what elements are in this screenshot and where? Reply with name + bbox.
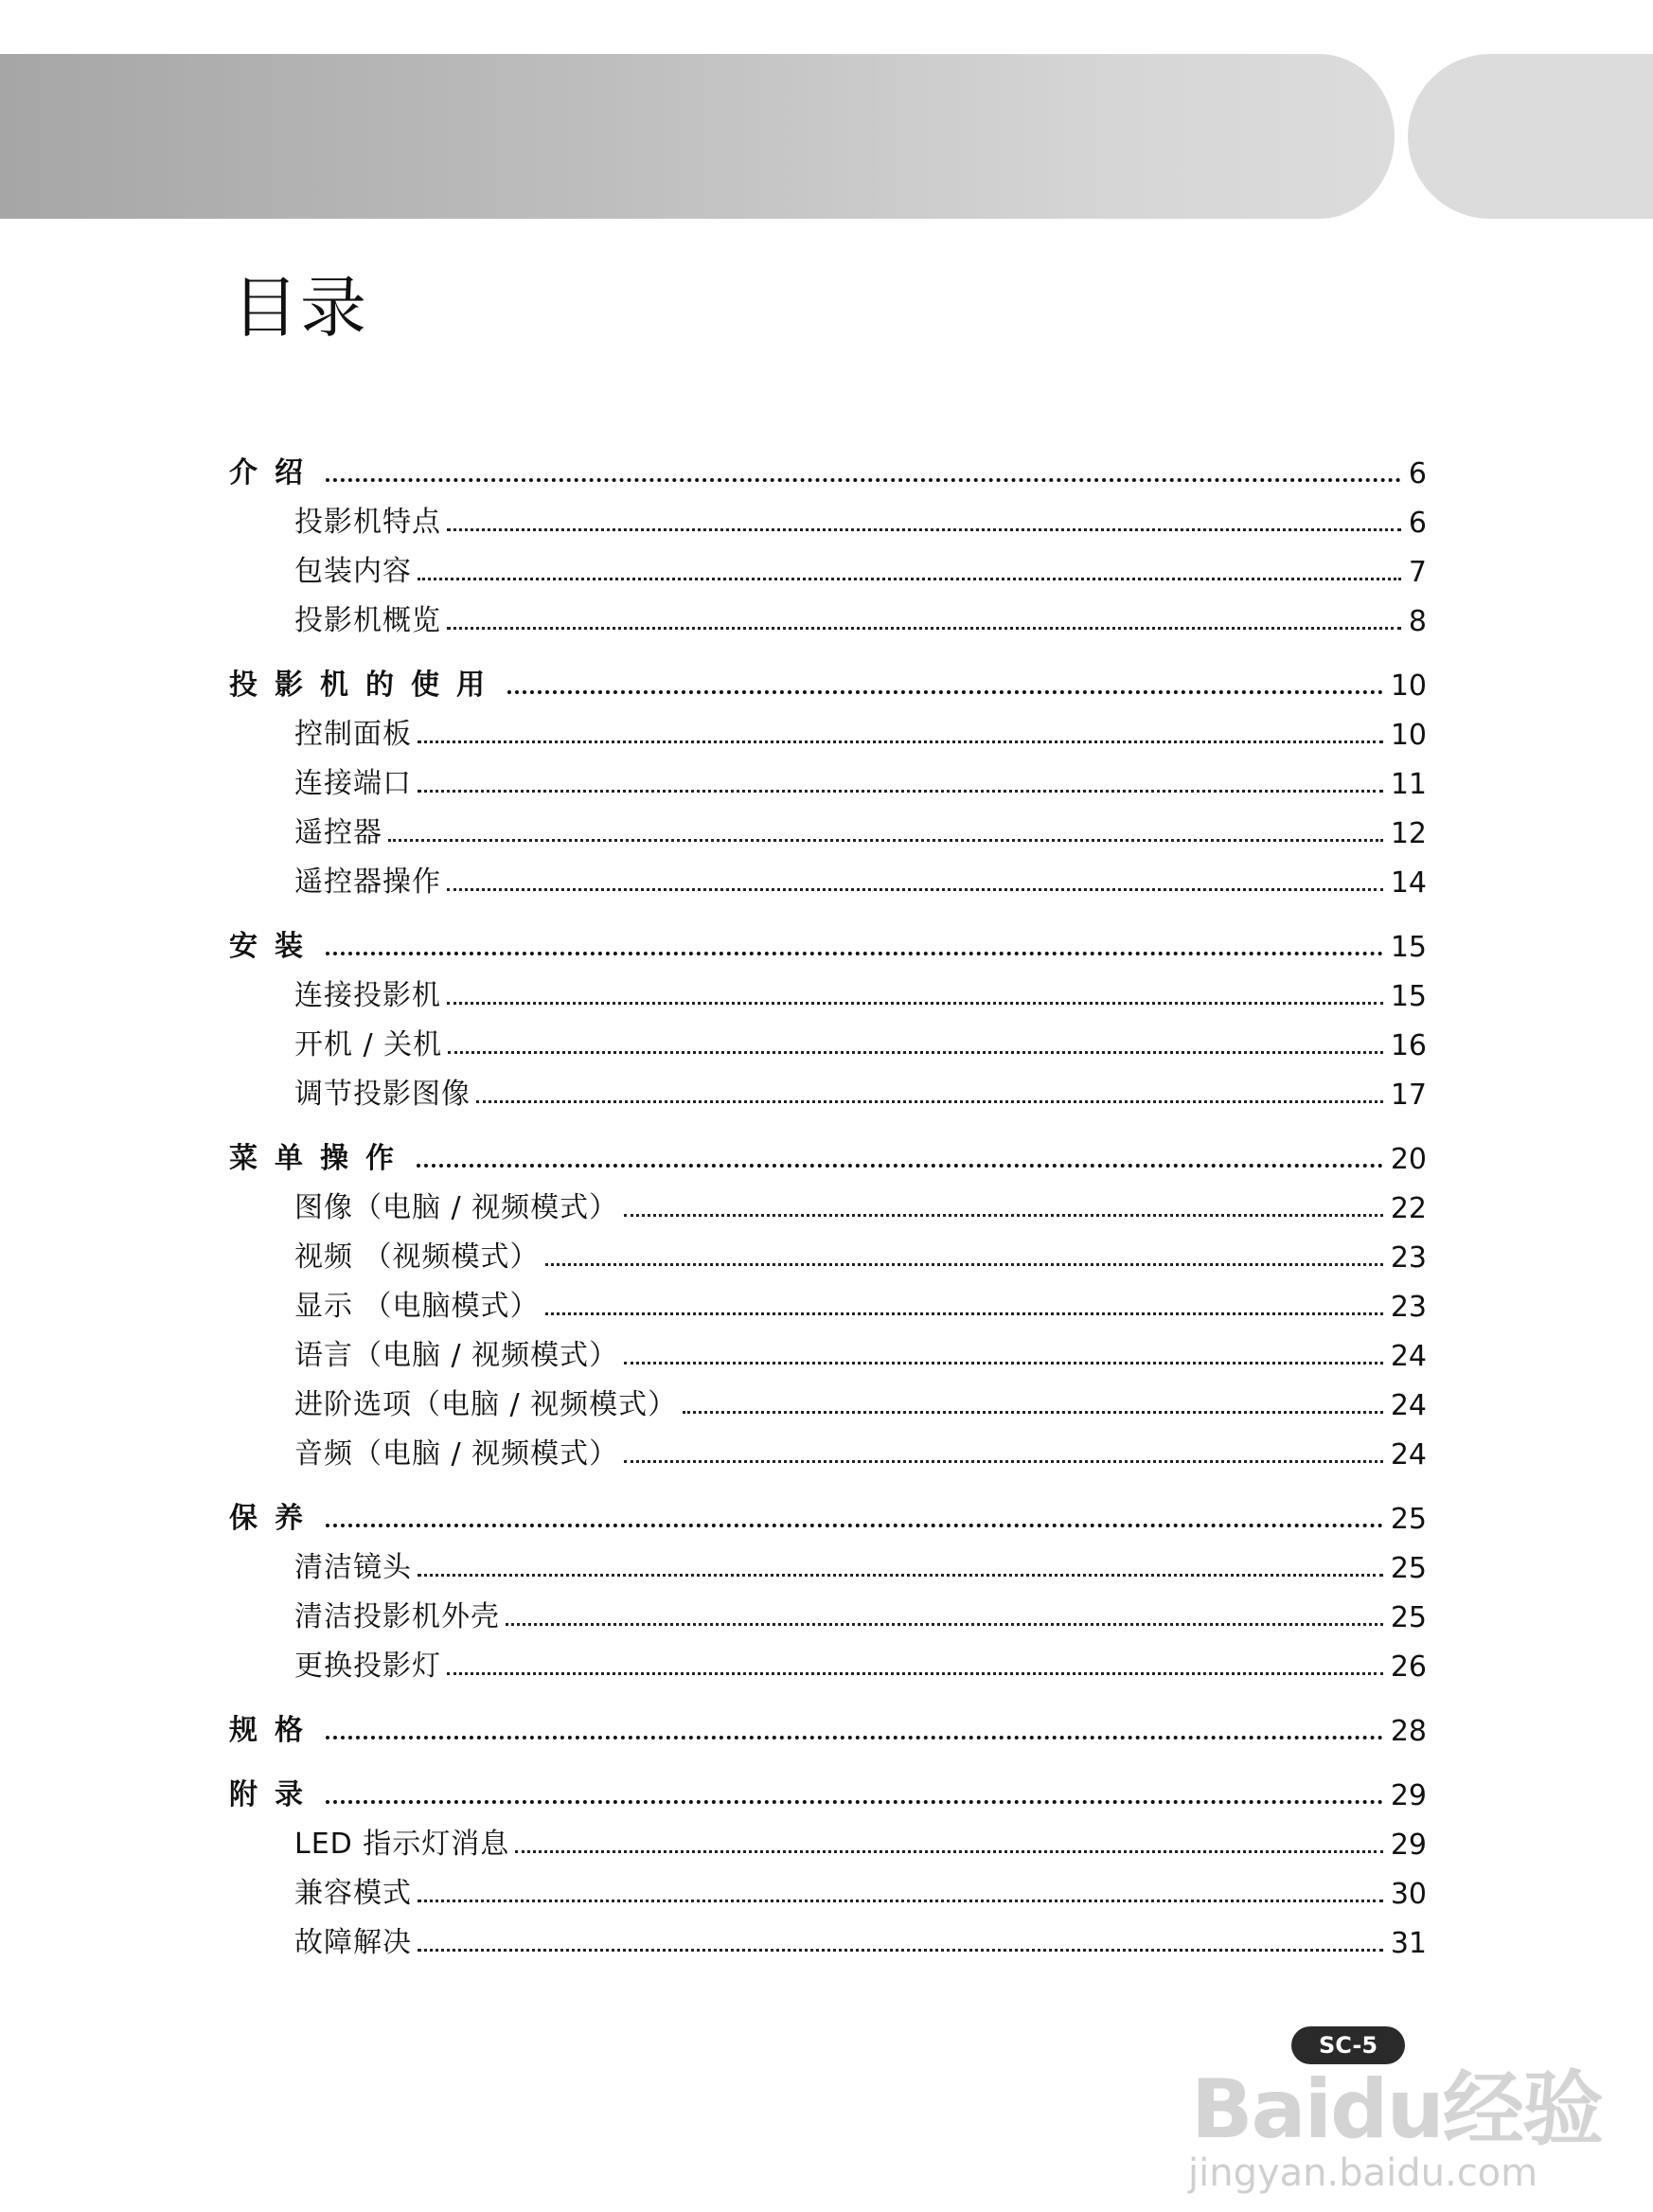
- dot-leader: [326, 1800, 1383, 1804]
- toc-section-page-number: 6: [1408, 457, 1427, 491]
- page-number-badge: SC-5: [1291, 2026, 1405, 2064]
- toc-item-label: 清洁投影机外壳: [294, 1600, 500, 1633]
- toc-item[interactable]: [229, 1585, 1427, 1634]
- toc-item[interactable]: [229, 1176, 1427, 1225]
- toc-item[interactable]: [229, 589, 1427, 638]
- toc-section[interactable]: [229, 915, 1427, 964]
- toc-item-page-number: 16: [1390, 1029, 1427, 1062]
- dot-leader: [418, 1900, 1383, 1902]
- toc-item[interactable]: [229, 1373, 1427, 1422]
- toc-item-label: 包装内容: [294, 555, 412, 588]
- toc-item-page-number: 10: [1390, 719, 1427, 752]
- table-of-contents: [229, 441, 1427, 1960]
- page-title: 目录: [232, 269, 368, 347]
- toc-section-page-number: 15: [1390, 931, 1427, 964]
- dot-leader: [447, 1002, 1383, 1005]
- dot-leader: [447, 528, 1401, 531]
- toc-item-label: 兼容模式: [294, 1877, 412, 1910]
- toc-item[interactable]: [229, 1812, 1427, 1862]
- toc-section[interactable]: [229, 653, 1427, 703]
- toc-section-page-number: 25: [1390, 1503, 1427, 1536]
- toc-item-page-number: 7: [1408, 556, 1427, 589]
- dot-leader: [515, 1850, 1383, 1853]
- toc-item-page-number: 14: [1390, 866, 1427, 900]
- toc-section-page-number: 28: [1390, 1715, 1427, 1748]
- toc-item[interactable]: [229, 491, 1427, 540]
- dot-leader: [418, 578, 1401, 580]
- toc-item-label: 语言（电脑 / 视频模式）: [294, 1339, 619, 1372]
- dot-leader: [683, 1411, 1383, 1414]
- toc-section[interactable]: [229, 1487, 1427, 1536]
- dot-leader: [476, 1100, 1383, 1103]
- toc-item-page-number: 24: [1390, 1438, 1427, 1472]
- dot-leader: [447, 1672, 1383, 1675]
- toc-item-label: 视频 （视频模式）: [294, 1240, 540, 1274]
- toc-item-label: 连接投影机: [294, 979, 441, 1012]
- toc-item-page-number: 31: [1390, 1927, 1427, 1960]
- toc-item[interactable]: [229, 1911, 1427, 1960]
- watermark-url: jingyan.baidu.com: [1188, 2151, 1538, 2195]
- toc-item-label: 遥控器: [294, 816, 382, 849]
- toc-item-page-number: 25: [1390, 1601, 1427, 1634]
- toc-item[interactable]: [229, 850, 1427, 900]
- toc-item-page-number: 30: [1390, 1878, 1427, 1911]
- toc-section-label: 投影机的使用: [229, 669, 502, 702]
- toc-item-page-number: 17: [1390, 1079, 1427, 1112]
- dot-leader: [418, 1949, 1383, 1952]
- toc-item-label: 投影机概览: [294, 604, 441, 637]
- toc-item-page-number: 23: [1390, 1241, 1427, 1275]
- dot-leader: [326, 1736, 1383, 1739]
- toc-item[interactable]: [229, 1862, 1427, 1911]
- toc-item[interactable]: [229, 540, 1427, 589]
- toc-item-label: 故障解决: [294, 1926, 412, 1959]
- toc-section[interactable]: [229, 441, 1427, 491]
- toc-item-page-number: 11: [1390, 768, 1427, 801]
- toc-section[interactable]: [229, 1763, 1427, 1812]
- dot-leader: [447, 627, 1401, 630]
- toc-item[interactable]: [229, 801, 1427, 850]
- toc-item-label: 图像（电脑 / 视频模式）: [294, 1191, 619, 1224]
- toc-item-label: 开机 / 关机: [294, 1028, 443, 1061]
- toc-section[interactable]: [229, 1699, 1427, 1748]
- toc-section-label: 菜单操作: [229, 1142, 411, 1175]
- toc-item-label: 进阶选项（电脑 / 视频模式）: [294, 1388, 678, 1421]
- toc-item-label: 调节投影图像: [294, 1078, 471, 1111]
- toc-item-label: 连接端口: [294, 767, 412, 800]
- toc-item-page-number: 22: [1390, 1192, 1427, 1225]
- toc-item-page-number: 12: [1390, 817, 1427, 850]
- toc-item[interactable]: [229, 1013, 1427, 1062]
- toc-item[interactable]: [229, 1634, 1427, 1684]
- toc-item-label: 更换投影灯: [294, 1650, 441, 1683]
- toc-item-label: 清洁镜头: [294, 1551, 412, 1584]
- toc-item-label: 遥控器操作: [294, 865, 441, 899]
- header-ring-decoration: [1288, 54, 1401, 219]
- toc-item-label: 控制面板: [294, 718, 412, 751]
- dot-leader: [418, 740, 1383, 743]
- toc-item-label: 投影机特点: [294, 506, 441, 539]
- toc-section-label: 附录: [229, 1778, 320, 1811]
- dot-leader: [326, 1524, 1383, 1527]
- toc-section[interactable]: [229, 1127, 1427, 1176]
- header-band: [0, 54, 1401, 219]
- toc-item-page-number: 26: [1390, 1650, 1427, 1684]
- dot-leader: [448, 1051, 1383, 1054]
- toc-item[interactable]: [229, 964, 1427, 1013]
- toc-item[interactable]: [229, 1324, 1427, 1373]
- watermark-logo: Baidu经验: [1191, 2062, 1602, 2157]
- dot-leader: [417, 1164, 1383, 1168]
- toc-section-label: 规格: [229, 1714, 320, 1747]
- dot-leader: [545, 1263, 1383, 1266]
- dot-leader: [624, 1460, 1383, 1463]
- toc-item-page-number: 23: [1390, 1291, 1427, 1324]
- toc-item-page-number: 24: [1390, 1389, 1427, 1422]
- dot-leader: [326, 952, 1383, 955]
- dot-leader: [545, 1312, 1383, 1315]
- toc-item[interactable]: [229, 703, 1427, 752]
- dot-leader: [418, 790, 1383, 793]
- dot-leader: [507, 690, 1383, 694]
- header-tail: [1408, 54, 1653, 219]
- toc-item-page-number: 6: [1408, 507, 1427, 540]
- dot-leader: [624, 1214, 1383, 1217]
- dot-leader: [388, 839, 1383, 842]
- toc-item-label: 显示 （电脑模式）: [294, 1290, 540, 1323]
- toc-item[interactable]: [229, 1062, 1427, 1112]
- toc-item-label: 音频（电脑 / 视频模式）: [294, 1437, 619, 1471]
- toc-section-page-number: 10: [1390, 669, 1427, 703]
- toc-item-label: LED 指示灯消息: [294, 1828, 510, 1861]
- dot-leader: [506, 1623, 1383, 1626]
- toc-section-label: 保养: [229, 1502, 320, 1535]
- toc-section-page-number: 20: [1390, 1143, 1427, 1176]
- toc-item[interactable]: [229, 1422, 1427, 1472]
- toc-item[interactable]: [229, 1536, 1427, 1585]
- toc-section-page-number: 29: [1390, 1779, 1427, 1812]
- dot-leader: [418, 1574, 1383, 1577]
- dot-leader: [447, 888, 1383, 891]
- toc-section-label: 安装: [229, 930, 320, 963]
- dot-leader: [326, 478, 1401, 482]
- toc-item-page-number: 24: [1390, 1340, 1427, 1373]
- toc-item[interactable]: [229, 752, 1427, 801]
- dot-leader: [624, 1362, 1383, 1365]
- toc-item[interactable]: [229, 1225, 1427, 1275]
- toc-item[interactable]: [229, 1275, 1427, 1324]
- toc-item-page-number: 25: [1390, 1552, 1427, 1585]
- toc-item-page-number: 8: [1408, 605, 1427, 638]
- toc-section-label: 介绍: [229, 456, 320, 490]
- toc-item-page-number: 15: [1390, 980, 1427, 1013]
- toc-item-page-number: 29: [1390, 1828, 1427, 1862]
